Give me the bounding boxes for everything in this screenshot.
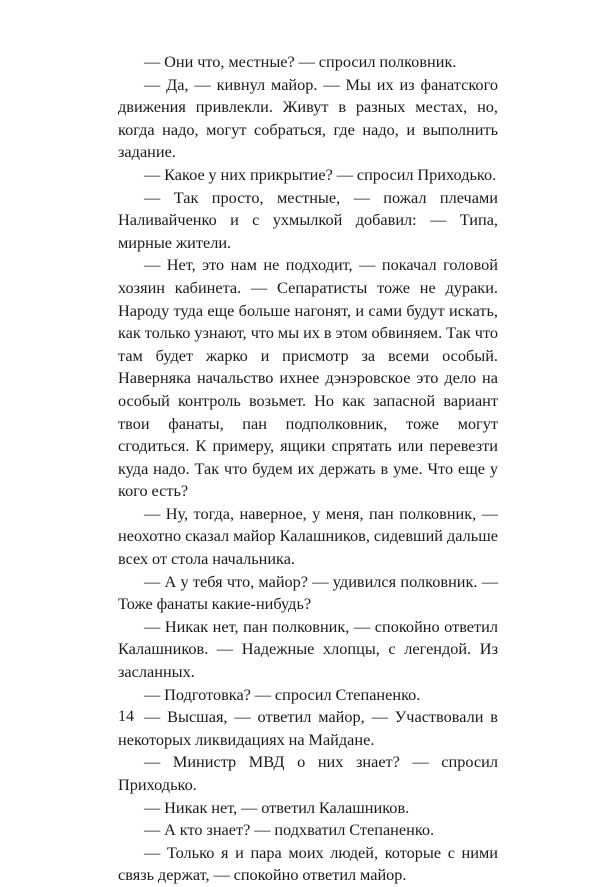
paragraph: — Они что, местные? — спросил полковник. xyxy=(144,52,457,71)
paragraph: — Никак нет, — ответил Калашников. xyxy=(144,797,410,817)
paragraph: — Министр МВД о них знает? — спросил Приходько. xyxy=(118,752,498,794)
paragraph: — Никак нет, пан полковник, — спокойно ответил Калашников. — Надежные хлопцы, с легендой. Из засланных. xyxy=(118,616,498,682)
page-number: 14 xyxy=(118,708,134,725)
paragraph: — Нет, это нам не подходит, — покачал головой хозяин кабинета. — Сепаратисты тоже не дураки. Народу туда еще больше нагонят, и сами будут искать, как только узнают, что мы их в этом обвиняем. Так что там будет жарко и присмотр за всеми особый. Наверняка начальство ихнее дэнэровское это дело на особый контроль возьмет. Но как запасной вариант твои фанаты, пан подполковник, тоже могут сгодиться. К примеру, ящики спрятать или перевезти куда надо. Так что будем их держать в уме. Что еще у кого есть? xyxy=(118,255,498,501)
body-text xyxy=(118,51,498,887)
paragraph: — Подготовка? — спросил Степаненко. xyxy=(144,684,421,704)
paragraph: — Так просто, местные, — пожал плечами Наливайченко и с ухмылкой добавил: — Типа, мирные жители. xyxy=(118,187,498,252)
paragraph: — Какое у них прикрытие? — спросил Приходько. xyxy=(144,164,497,184)
paragraph: — А кто знает? — подхватил Степаненко. xyxy=(144,820,435,840)
paragraph: — А у тебя что, майор? — удивился полковник. — Тоже фанаты какие-нибудь? xyxy=(118,571,498,614)
paragraph: — Высшая, — ответил майор, — Участвовали в некоторых ликвидациях на Майдане. xyxy=(118,707,498,749)
paragraph: — Ну, тогда, наверное, у меня, пан полковник, — неохотно сказал майор Калашников, сидевший дальше всех от стола начальника. xyxy=(118,503,498,569)
paragraph: — Только я и пара моих людей, которые с ними связь держат, — спокойно ответил майор. xyxy=(118,842,498,885)
paragraph: — Да, — кивнул майор. — Мы их из фанатского движения привлекли. Живут в разных местах, но, когда надо, могут собраться, где надо, и выполнить задание. xyxy=(118,74,498,162)
